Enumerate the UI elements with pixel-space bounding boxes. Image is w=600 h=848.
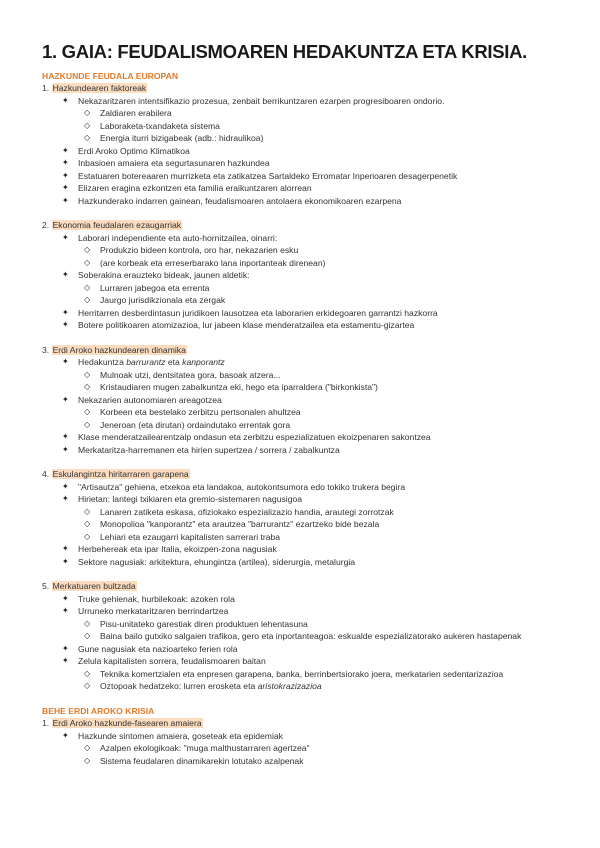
text-run-italic: kanporantz — [182, 357, 225, 367]
list-item-text: Zelula kapitalisten sorrera, feudalismoaren baitan — [78, 656, 266, 666]
sub-list — [78, 618, 562, 643]
list-item — [42, 394, 562, 432]
sub-list-item: ◇ Jaurgo jurisdikzionala eta zergak — [78, 294, 562, 307]
list-item: ✦ Estatuaren botereaaren murrizketa eta zatikatzea Sartaldeko Erromatar Inperioaren desagerpenetik — [42, 170, 562, 183]
sub-list-item: ◇ Korbeen eta bestelako zerbitzu pertsonalen ahultzea — [78, 406, 562, 419]
subsection-heading-3 — [42, 344, 562, 357]
text-run: Hedakuntza — [78, 357, 127, 367]
subsection-number: 1. — [42, 718, 52, 728]
list-item: ✦ Erdi Aroko Optimo Klimatikoa — [42, 145, 562, 158]
list-item — [42, 356, 562, 394]
section-heading-crisis: BEHE ERDI AROKO KRISIA — [42, 706, 155, 716]
list-item: ✦ Herritarren desberdintasun juridikoen lausotzea eta laborarien erkidegoaren garrantzi hazkorra — [42, 307, 562, 320]
list-item-text: Hirietan: lantegi txikiaren eta gremio-sistemaren nagusigoa — [78, 494, 303, 504]
subsection-label: Erdi Aroko hazkundearen dinamika — [52, 344, 186, 355]
list-item: ✦ Botere politikoaren atomizazioa, lur jabeen klase menderatzailea eta estamentu-gizartea — [42, 319, 562, 332]
list-item-text: Soberakina erauzteko bideak, jaunen aldetik: — [78, 270, 250, 280]
subsection-heading-1 — [42, 82, 562, 95]
sub-list-item: ◇ Produkzio bideen kontrola, oro har, nekazarien esku — [78, 244, 562, 257]
list-item — [42, 269, 562, 307]
list-item-text: Urruneko merkataritzaren berrindartzea — [78, 606, 229, 616]
subsection-heading-crisis-1 — [42, 717, 562, 730]
list-item-text: Nekazaritzaren intentsifikazio prozesua, zenbait berrikuntzaren ezarpen progresiboaren ondorio. — [78, 95, 445, 106]
sub-list-item: ◇ Lanaren zatiketa eskasa, ofiziokako espezializazio handia, arautegi zorrotzak — [78, 506, 562, 519]
subsection-label: Hazkundearen faktoreak — [52, 83, 147, 93]
section-heading-growth: HAZKUNDE FEUDALA EUROPAN — [42, 71, 179, 81]
sub-list-item: ◇ Pisu-unitateko garestiak diren produktuen lehentasuna — [78, 618, 562, 631]
subsection-number: 5. — [42, 581, 52, 591]
text-run: eta — [165, 357, 183, 367]
list-item: ✦ Truke gehienak, hurbilekoak: azoken rola — [42, 593, 562, 606]
bullet-list — [42, 730, 562, 768]
list-item — [42, 655, 562, 693]
text-run-italic: aristokrazizazioa — [257, 681, 322, 691]
sub-list-item: ◇ Kristaudiaren mugen zabalkuntza eki, hego eta iparraldera ("birkonkista") — [78, 381, 562, 394]
bullet-list — [42, 481, 562, 569]
list-item — [42, 232, 562, 270]
sub-list — [78, 107, 562, 145]
list-item: ✦ "Artisautza" gehiena, etxekoa eta landakoa, autokontsumora edo tokiko trukera begira — [42, 481, 562, 494]
text-run-italic: barrurantz — [126, 357, 166, 367]
sub-list — [78, 668, 562, 693]
subsection-label: Eskulangintza hiritarraren garapena — [52, 469, 189, 479]
sub-list — [78, 369, 562, 394]
subsection-heading-4 — [42, 468, 562, 481]
sub-list-item — [78, 680, 562, 693]
sub-list-item: ◇ Azalpen ekologikoak: "muga malthustarraren agertzea" — [78, 742, 562, 755]
bullet-list — [42, 356, 562, 456]
list-item — [42, 730, 562, 768]
sub-list — [78, 506, 562, 544]
sub-list — [78, 406, 562, 431]
sub-list-item: ◇ Laboraketa-txandaketa sistema — [78, 120, 562, 133]
list-item: ✦ Elizaren eragina ezkontzen eta familia eraikuntzaren alorrean — [42, 182, 562, 195]
sub-list-item: ◇ Monopolioa "kanporantz" eta arautzea "barrurantz" ezartzeko bide bezala — [78, 518, 562, 531]
bullet-list — [42, 232, 562, 332]
subsection-label: Erdi Aroko hazkunde-fasearen amaiera — [52, 718, 202, 728]
sub-list — [78, 244, 562, 269]
text-run: Oztopoak hedatzeko: lurren erosketa eta — [100, 681, 258, 691]
list-item-text: Hazkunde sintomen amaiera, goseteak eta epidemiak — [78, 730, 283, 741]
subsection-heading-5 — [42, 580, 562, 593]
list-item: ✦ Hazkunderako indarren gainean, feudalismoaren antolaera ekonomikoaren ezarpena — [42, 195, 562, 208]
sub-list-item: ◇ Teknika komertzialen eta enpresen garapena, banka, berrinbertsiorako joera, merkatarien sedentarizazioa — [78, 668, 562, 681]
sub-list-item: ◇ Zaldiaren erabilera — [78, 107, 562, 120]
sub-list-item: ◇ Baina bailo gutxiko salgaien trafikoa, gero eta inportanteagoa: eskualde espezializatorako aukeren hastapenak — [78, 630, 562, 643]
list-item-text: Laborari independiente eta auto-hornitzailea, oinarri: — [78, 232, 278, 243]
subsection-label: Ekonomia feudalaren ezaugarriak — [52, 220, 182, 230]
subsection-number: 3. — [42, 344, 52, 355]
page-title: 1. GAIA: FEUDALISMOAREN HEDAKUNTZA ETA KRISIA. — [42, 41, 528, 62]
list-item: ✦ Herbehereak eta ipar Italia, ekoizpen-zona nagusiak — [42, 543, 562, 556]
subsection-label: Merkatuaren bultzada — [52, 581, 136, 591]
sub-list-item: ◇ Lehiari eta ezaugarri kapitalisten sarrerari traba — [78, 531, 562, 544]
subsection-heading-2 — [42, 219, 562, 232]
subsection-number: 4. — [42, 469, 52, 479]
subsection-number: 1. — [42, 83, 52, 93]
list-item: ✦ Gune nagusiak eta nazioarteko ferien rola — [42, 643, 562, 656]
sub-list — [78, 742, 562, 767]
list-item: ✦ Merkataritza-harremanen eta hirien supertzea / sorrera / zabalkuntza — [42, 444, 562, 457]
sub-list-item: ◇ Mulnoak utzi, dentsitatea gora, basoak atzera... — [78, 369, 562, 382]
sub-list-item: ◇ Jeneroan (eta dirutan) ordaindutako errentak gora — [78, 419, 562, 432]
list-item-text: Nekazarien autonomiaren areagotzea — [78, 394, 222, 405]
list-item: ✦ Klase menderatzailearentzalp ondasun eta zerbitzu espezializatuen ekoizpenaren sakontzea — [42, 431, 562, 444]
list-item: ✦ Sektore nagusiak: arkitektura, ehungintza (artilea), siderurgia, metalurgia — [42, 556, 562, 569]
sub-list-item: ◇ Sistema feudalaren dinamikarekin lotutako azalpenak — [78, 755, 562, 768]
list-item — [42, 95, 562, 145]
sub-list-item: ◇ Energia iturri bizigabeak (adb.: hidraulikoa) — [78, 132, 562, 145]
sub-list — [78, 282, 562, 307]
list-item — [42, 493, 562, 543]
bullet-list — [42, 95, 562, 208]
list-item — [42, 605, 562, 643]
sub-list-item: ◇ (are korbeak eta erreserbarako lana inportanteak direnean) — [78, 257, 562, 270]
document-page — [42, 40, 562, 767]
sub-list-item: ◇ Lurraren jabegoa eta errenta — [78, 282, 562, 295]
bullet-list — [42, 593, 562, 693]
list-item: ✦ Inbasioen amaiera eta segurtasunaren hazkundea — [42, 157, 562, 170]
subsection-number: 2. — [42, 220, 52, 230]
